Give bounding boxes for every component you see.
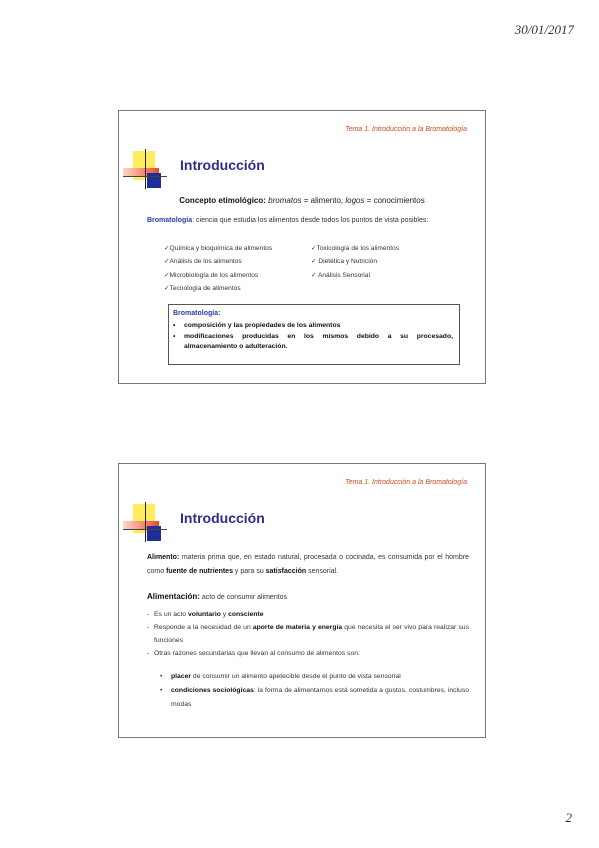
list-item: • composición y las propiedades de los alimentos — [173, 322, 341, 329]
summary-heading: Bromatología: — [173, 310, 221, 317]
check-item: ✓Toxicología de los alimentos — [311, 245, 399, 252]
reasons-list — [157, 670, 469, 712]
slide-1 — [118, 110, 486, 384]
concept-line: Concepto etimológico: bromatos = alimento, logos = conocimientos — [179, 196, 425, 205]
list-item: • condiciones sociológicas: la forma de alimentarnos está sometida a gustos, costumbres, incluso modas — [160, 687, 469, 708]
slide-title: Introducción — [180, 510, 265, 526]
decorative-blocks-icon — [123, 504, 167, 544]
check-item: ✓Microbiología de los alimentos — [164, 271, 259, 279]
decorative-blocks-icon — [123, 151, 167, 191]
check-item: ✓ Dietética y Nutrición — [311, 258, 377, 266]
slide-theme: Tema 1. Introducción a la Bromatología — [345, 479, 467, 486]
check-item: ✓Tecnología de alimentos — [164, 284, 241, 292]
slide-2 — [118, 463, 486, 738]
alimentacion-list — [147, 608, 469, 660]
list-item: • modificaciones producidas en los mismos debido a su procesado, almacenamiento o adulteración. — [173, 332, 453, 350]
definition-text: Bromatología: ciencia que estudia los alimentos desde todos los puntos de vista posibles: — [147, 217, 429, 224]
list-item: - Otras razones secundarias que llevan al consumo de alimentos son: — [147, 650, 360, 657]
alimentacion-definition: Alimentación: acto de consumir alimentos — [147, 592, 288, 601]
slide-theme: Tema 1. Introducción a la Bromatología — [345, 126, 467, 133]
summary-box — [168, 304, 460, 365]
page-date: 30/01/2017 — [514, 22, 574, 37]
check-item: ✓Química y bioquímica de alimentos — [164, 245, 273, 252]
checklist-left — [164, 242, 272, 295]
alimento-definition: Alimento: materia prima que, en estado natural, procesada o cocinada, es consumida por el hombre como fuente de nutrientes y para su satisfacción sensorial. — [147, 554, 469, 575]
page-number: 2 — [565, 810, 572, 825]
slide-title: Introducción — [180, 157, 265, 173]
check-item: ✓ Análisis Sensorial — [311, 271, 371, 279]
list-item: - Responde a la necesidad de un aporte de materia y energía que necesita el ser vivo para realizar sus funciones — [147, 624, 469, 644]
list-item: • placer de consumir un alimento apetecible desde el punto de vista sensorial — [160, 673, 401, 680]
check-item: ✓Análisis de los alimentos — [164, 258, 242, 266]
checklist-right — [311, 242, 399, 282]
list-item: - Es un acto voluntario y consciente — [147, 611, 264, 618]
